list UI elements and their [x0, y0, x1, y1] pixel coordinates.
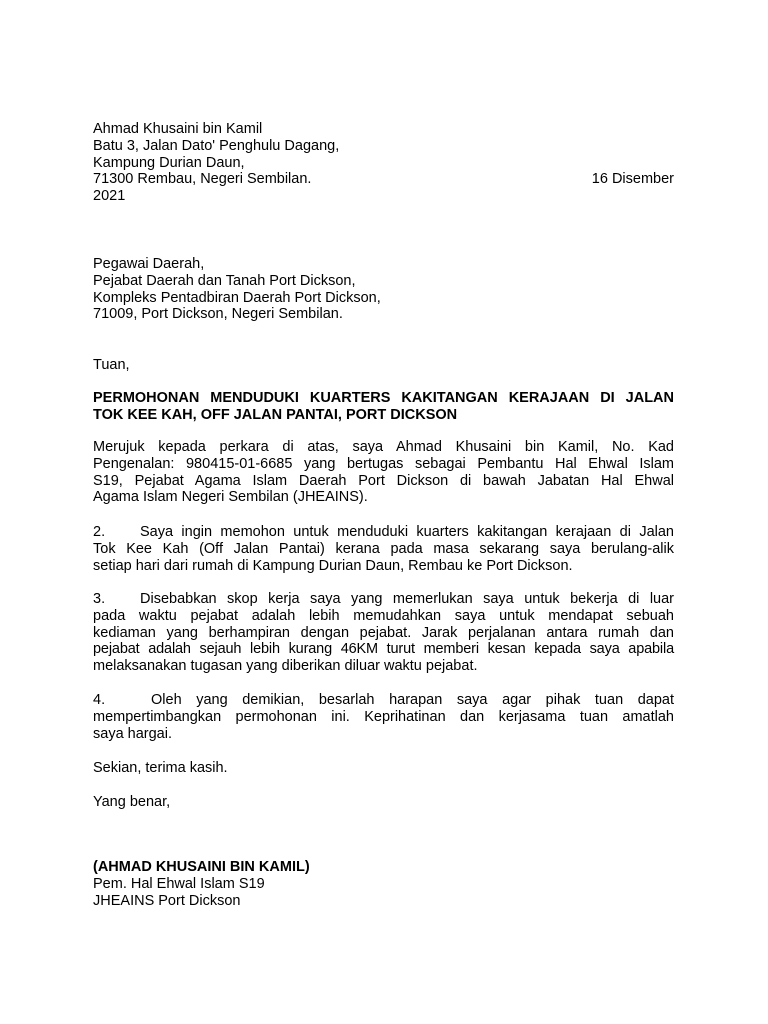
paragraph-3: [93, 591, 674, 675]
paragraph-1-line: Agama Islam Negeri Sembilan (JHEAINS).: [93, 489, 368, 506]
paragraph-3-number: 3.: [93, 591, 106, 607]
yours-truly-text: Yang benar,: [93, 794, 171, 810]
letter-date-year: 2021: [93, 188, 126, 205]
paragraph-2-number: 2.: [93, 524, 106, 540]
paragraph-4-number: 4.: [93, 692, 106, 708]
paragraph-4: [93, 692, 674, 742]
sender-name: Ahmad Khusaini bin Kamil: [93, 121, 263, 137]
paragraph-3-line: kediaman yang berhampiran dengan pejabat. Jarak perjalanan antara rumah dan: [93, 624, 674, 641]
paragraph-3-line: pada waktu pejabat adalah lebih memudahkan saya untuk mendapat sebuah: [93, 607, 674, 624]
paragraph-2: [93, 524, 674, 574]
paragraph-2-line: Tok Kee Kah (Off Jalan Pantai) kerana pada masa sekarang saya berulang-alik: [93, 540, 674, 557]
recipient-address: [93, 256, 674, 323]
closing-yours: [93, 794, 674, 811]
signature-block: [93, 859, 674, 909]
signatory-name: (AHMAD KHUSAINI BIN KAMIL): [93, 859, 310, 875]
address-date-row: [93, 171, 674, 188]
recipient-line-4: 71009, Port Dickson, Negeri Sembilan.: [93, 306, 343, 323]
paragraph-2-line: Saya ingin memohon untuk menduduki kuarters kakitangan kerajaan di Jalan: [140, 524, 674, 540]
subject-line-1: PERMOHONAN MENDUDUKI KUARTERS KAKITANGAN KERAJAAN DI JALAN: [93, 390, 674, 406]
sender-address-line-1: Batu 3, Jalan Dato' Penghulu Dagang,: [93, 137, 340, 154]
paragraph-4-first-line: [93, 692, 674, 709]
paragraph-3-line: pejabat adalah sejauh lebih kurang 46KM turut memberi kesan kepada saya apabila: [93, 641, 674, 658]
paragraph-2-line: setiap hari dari rumah di Kampung Durian Daun, Rembau ke Port Dickson.: [93, 557, 573, 574]
closing-thanks: [93, 760, 674, 777]
paragraph-4-line: Oleh yang demikian, besarlah harapan saya agar pihak tuan dapat: [151, 692, 674, 708]
recipient-line-1: Pegawai Daerah,: [93, 256, 205, 272]
signatory-position: Pem. Hal Ehwal Islam S19: [93, 875, 265, 892]
paragraph-1-line: S19, Pejabat Agama Islam Daerah Port Dickson di bawah Jabatan Hal Ehwal: [93, 472, 674, 489]
salutation-text: Tuan,: [93, 357, 130, 373]
paragraph-4-line: mempertimbangkan permohonan ini. Keprihatinan dan kerjasama tuan amatlah: [93, 708, 674, 725]
signatory-office: JHEAINS Port Dickson: [93, 892, 241, 909]
paragraph-4-line: saya hargai.: [93, 725, 172, 742]
letter-date: 16 Disember: [591, 171, 674, 188]
subject-heading: [93, 390, 674, 424]
sender-address: [93, 121, 674, 205]
recipient-line-3: Kompleks Pentadbiran Daerah Port Dickson,: [93, 289, 381, 306]
paragraph-1-line: Pengenalan: 980415-01-6685 yang bertugas sebagai Pembantu Hal Ehwal Islam: [93, 455, 674, 472]
paragraph-3-line: melaksanakan tugasan yang diberikan diluar waktu pejabat.: [93, 658, 478, 675]
paragraph-3-first-line: [93, 591, 674, 608]
paragraph-2-first-line: [93, 524, 674, 541]
paragraph-1: [93, 439, 674, 506]
recipient-line-2: Pejabat Daerah dan Tanah Port Dickson,: [93, 272, 356, 289]
sender-address-line-2: Kampung Durian Daun,: [93, 154, 245, 171]
salutation: [93, 357, 674, 374]
sender-address-line-3: 71300 Rembau, Negeri Sembilan.: [93, 171, 312, 188]
paragraph-3-line: Disebabkan skop kerja saya yang memerlukan saya untuk bekerja di luar: [140, 591, 674, 607]
thanks-text: Sekian, terima kasih.: [93, 760, 228, 776]
subject-line-2: TOK KEE KAH, OFF JALAN PANTAI, PORT DICKSON: [93, 406, 458, 423]
paragraph-1-line: Merujuk kepada perkara di atas, saya Ahmad Khusaini bin Kamil, No. Kad: [93, 439, 674, 455]
